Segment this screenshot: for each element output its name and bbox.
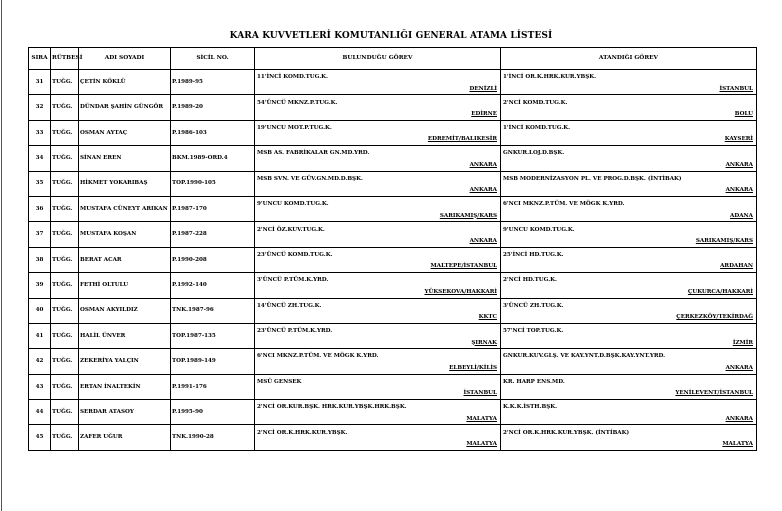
current-duty-cell xyxy=(255,120,501,145)
rutbe-cell: TUĞG. xyxy=(51,70,79,95)
header-name: ADI SOYADI xyxy=(79,48,171,70)
name-cell: ÇETİN KÖKLÜ xyxy=(79,70,171,95)
sira-cell: 38 xyxy=(29,247,51,272)
assigned-location-text: MALATYA xyxy=(722,441,753,448)
current-duty-cell xyxy=(255,196,501,221)
assigned-location-text: ARDAHAN xyxy=(720,263,753,270)
header-sira: SIRA xyxy=(29,48,51,70)
assigned-duty-cell xyxy=(501,70,757,95)
current-duty-cell xyxy=(255,400,501,425)
sicil-cell: P.1989-20 xyxy=(171,95,255,120)
name-cell: OSMAN AKYILDIZ xyxy=(79,298,171,323)
assigned-duty-cell xyxy=(501,95,757,120)
current-location-text: EDREMİT/BALIKESİR xyxy=(427,136,497,143)
sicil-cell: TOP.1987-135 xyxy=(171,323,255,348)
current-location-text: ŞIRNAK xyxy=(471,339,497,346)
current-duty-text: 2'NCİ OR.KUR.BŞK. HRK.KUR.YBŞK.HRK.BŞK. xyxy=(257,404,407,411)
current-location-text: ANKARA xyxy=(469,237,497,244)
assigned-duty-cell xyxy=(501,196,757,221)
header-rutbe: RÜTBESİ xyxy=(51,48,79,70)
header-assigned-duty: ATANDIĞI GÖREV xyxy=(501,48,757,70)
assignment-table xyxy=(28,47,757,451)
table-row xyxy=(29,349,757,374)
table-row xyxy=(29,298,757,323)
current-duty-cell xyxy=(255,171,501,196)
name-cell: BERAT ACAR xyxy=(79,247,171,272)
current-location-text: DENİZLİ xyxy=(469,85,497,92)
table-row xyxy=(29,222,757,247)
rutbe-cell: TUĞG. xyxy=(51,95,79,120)
current-duty-text: 14'ÜNCÜ ZH.TUG.K. xyxy=(257,302,322,309)
assigned-duty-text: 57'NCİ TOP.TUG.K. xyxy=(503,328,564,335)
assigned-duty-cell xyxy=(501,349,757,374)
rutbe-cell: TUĞG. xyxy=(51,298,79,323)
sira-cell: 34 xyxy=(29,146,51,171)
sicil-cell: P.1987-170 xyxy=(171,196,255,221)
name-cell: MUSTAFA KOŞAN xyxy=(79,222,171,247)
assigned-location-text: ÇUKURCA/HAKKARİ xyxy=(687,288,753,295)
page-edge xyxy=(1,0,2,511)
header-sicil: SİCİL NO. xyxy=(171,48,255,70)
sira-cell: 44 xyxy=(29,400,51,425)
current-duty-text: 6'NCI MKNZ.P.TÜM. VE MÖGK K.YRD. xyxy=(257,353,379,360)
document-title: KARA KUVVETLERİ KOMUTANLIĞI GENERAL ATAMA LİSTESİ xyxy=(229,31,553,41)
assigned-location-text: ANKARA xyxy=(725,187,753,194)
name-cell: DÜNDAR ŞAHİN GÜNGÖR xyxy=(79,95,171,120)
current-location-text: ELBEYLİ/KİLİS xyxy=(449,364,497,371)
current-location-text: MALATYA xyxy=(466,441,497,448)
name-cell: HALİL ÜNVER xyxy=(79,323,171,348)
table-row xyxy=(29,374,757,399)
current-location-text: ANKARA xyxy=(469,187,497,194)
current-location-text: MALATYA xyxy=(466,415,497,422)
current-duty-cell xyxy=(255,146,501,171)
assigned-location-text: KAYSERİ xyxy=(724,136,753,143)
assigned-duty-text: 2'NCİ HD.TUG.K. xyxy=(503,277,557,284)
rutbe-cell: TUĞG. xyxy=(51,146,79,171)
current-duty-text: 11'İNCİ KOMD.TUG.K. xyxy=(257,74,328,81)
name-cell: FETHİ OLTULU xyxy=(79,273,171,298)
name-cell: ERTAN İNALTEKİN xyxy=(79,374,171,399)
assigned-location-text: ANKARA xyxy=(725,415,753,422)
sira-cell: 35 xyxy=(29,171,51,196)
assigned-duty-text: 25'İNCİ HD.TUG.K. xyxy=(503,251,564,258)
assigned-duty-cell xyxy=(501,273,757,298)
name-cell: ZAFER UĞUR xyxy=(79,425,171,450)
sira-cell: 37 xyxy=(29,222,51,247)
rutbe-cell: TUĞG. xyxy=(51,196,79,221)
rutbe-cell: TUĞG. xyxy=(51,323,79,348)
sira-cell: 40 xyxy=(29,298,51,323)
table-row xyxy=(29,171,757,196)
assigned-duty-cell xyxy=(501,400,757,425)
current-duty-text: 23'ÜNCÜ KOMD.TUG.K. xyxy=(257,251,333,258)
assigned-duty-text: 2'NCİ KOMD.TUG.K. xyxy=(503,99,568,106)
sicil-cell: P.1987-228 xyxy=(171,222,255,247)
current-duty-text: MSÜ GENSEK xyxy=(257,378,302,385)
sicil-cell: TNK.1990-28 xyxy=(171,425,255,450)
assigned-duty-text: 9'UNCU KOMD.TUG.K. xyxy=(503,226,575,233)
current-duty-cell xyxy=(255,374,501,399)
sicil-cell: TNK.1987-96 xyxy=(171,298,255,323)
table-row xyxy=(29,120,757,145)
assigned-location-text: BOLU xyxy=(734,110,753,117)
sicil-cell: BKM.1989-ORD.4 xyxy=(171,146,255,171)
assigned-location-text: YENİLEVENT/İSTANBUL xyxy=(675,390,753,397)
current-duty-cell xyxy=(255,70,501,95)
rutbe-cell: TUĞG. xyxy=(51,425,79,450)
sicil-cell: P.1990-208 xyxy=(171,247,255,272)
table-row xyxy=(29,247,757,272)
table-row xyxy=(29,273,757,298)
sira-cell: 45 xyxy=(29,425,51,450)
current-duty-cell xyxy=(255,95,501,120)
current-duty-text: 19'UNCU MOT.P.TUG.K. xyxy=(257,124,332,131)
current-duty-cell xyxy=(255,349,501,374)
assigned-duty-cell xyxy=(501,298,757,323)
table-row xyxy=(29,146,757,171)
sira-cell: 41 xyxy=(29,323,51,348)
table-row xyxy=(29,70,757,95)
assigned-duty-cell xyxy=(501,146,757,171)
assigned-location-text: İSTANBUL xyxy=(719,85,753,92)
assigned-location-text: ADANA xyxy=(730,212,753,219)
assigned-duty-text: 6'NCI MKNZ.P.TÜM. VE MÖGK K.YRD. xyxy=(503,201,625,208)
sira-cell: 43 xyxy=(29,374,51,399)
current-duty-cell xyxy=(255,323,501,348)
assigned-duty-text: 2'NCİ OR.K.HRK.KUR.YBŞK. (İNTİBAK) xyxy=(503,429,630,436)
current-location-text: SARIKAMIŞ/KARS xyxy=(439,212,497,219)
name-cell: HİKMET YOKARIBAŞ xyxy=(79,171,171,196)
current-duty-text: 9'UNCU KOMD.TUG.K. xyxy=(257,201,329,208)
current-duty-cell xyxy=(255,247,501,272)
current-duty-cell xyxy=(255,298,501,323)
current-location-text: YÜKSEKOVA/HAKKARİ xyxy=(424,288,497,295)
assigned-location-text: ANKARA xyxy=(725,161,753,168)
current-duty-cell xyxy=(255,222,501,247)
rutbe-cell: TUĞG. xyxy=(51,349,79,374)
table-row xyxy=(29,400,757,425)
rutbe-cell: TUĞG. xyxy=(51,120,79,145)
current-location-text: KKTC xyxy=(478,314,497,321)
rutbe-cell: TUĞG. xyxy=(51,171,79,196)
current-duty-cell xyxy=(255,273,501,298)
current-duty-text: 2'NCİ ÖZ.KUV.TUG.K. xyxy=(257,226,325,233)
current-location-text: İSTANBUL xyxy=(463,390,497,397)
assigned-duty-text: 3'ÜNCÜ ZH.TUG.K. xyxy=(503,302,564,309)
name-cell: MUSTAFA CÜNEYT ARIKAN xyxy=(79,196,171,221)
table-header-row xyxy=(29,48,757,70)
sicil-cell: P.1986-103 xyxy=(171,120,255,145)
sicil-cell: P.1991-176 xyxy=(171,374,255,399)
sicil-cell: P.1992-140 xyxy=(171,273,255,298)
sira-cell: 36 xyxy=(29,196,51,221)
assigned-duty-text: KR. HARP ENS.MD. xyxy=(503,378,565,385)
assigned-location-text: SARIKAMIŞ/KARS xyxy=(695,237,753,244)
sira-cell: 32 xyxy=(29,95,51,120)
assigned-duty-cell xyxy=(501,120,757,145)
assigned-location-text: ÇERKEZKÖY/TEKİRDAĞ xyxy=(676,314,753,321)
assigned-location-text: ANKARA xyxy=(725,364,753,371)
current-duty-text: 2'NCİ OR.K.HRK.KUR.YBŞK. xyxy=(257,429,348,436)
current-duty-text: 23'ÜNCÜ P.TÜM.K.YRD. xyxy=(257,328,333,335)
assigned-duty-cell xyxy=(501,222,757,247)
assigned-duty-cell xyxy=(501,323,757,348)
assigned-duty-cell xyxy=(501,171,757,196)
sicil-cell: P.1989-95 xyxy=(171,70,255,95)
rutbe-cell: TUĞG. xyxy=(51,374,79,399)
current-duty-text: 3'ÜNCÜ P.TÜM.K.YRD. xyxy=(257,277,329,284)
assigned-duty-text: GNKUR.KUV.GLŞ. VE KAY.YNT.D.BŞK.KAY.YNT.YRD. xyxy=(503,353,666,360)
assigned-duty-text: GNKUR.LOJ.D.BŞK. xyxy=(503,150,565,157)
sira-cell: 39 xyxy=(29,273,51,298)
table-row xyxy=(29,196,757,221)
current-location-text: EDİRNE xyxy=(471,110,497,117)
table-row xyxy=(29,425,757,450)
sira-cell: 31 xyxy=(29,70,51,95)
current-duty-cell xyxy=(255,425,501,450)
header-current-duty: BULUNDUĞU GÖREV xyxy=(255,48,501,70)
current-duty-text: MSB SVN. VE GÜV.GN.MD.D.BŞK. xyxy=(257,175,363,182)
table-row xyxy=(29,323,757,348)
name-cell: SİNAN EREN xyxy=(79,146,171,171)
assigned-duty-text: K.K.K.İSTH.BŞK. xyxy=(503,404,558,411)
assigned-duty-cell xyxy=(501,247,757,272)
current-duty-text: 54'ÜNCÜ MKNZ.P.TUG.K. xyxy=(257,99,338,106)
name-cell: SERDAR ATASOY xyxy=(79,400,171,425)
assigned-duty-text: 1'İNCİ OR.K.HRK.KUR.YBŞK. xyxy=(503,74,597,81)
sira-cell: 33 xyxy=(29,120,51,145)
rutbe-cell: TUĞG. xyxy=(51,247,79,272)
assigned-duty-text: MSB MODERNİZASYON PL. VE PROG.D.BŞK. (İNTİBAK) xyxy=(503,175,682,182)
assigned-duty-cell xyxy=(501,374,757,399)
current-location-text: MALTEPE/İSTANBUL xyxy=(430,263,497,270)
sicil-cell: TOP.1990-105 xyxy=(171,171,255,196)
rutbe-cell: TUĞG. xyxy=(51,273,79,298)
name-cell: ZEKERİYA YALÇIN xyxy=(79,349,171,374)
sicil-cell: P.1995-90 xyxy=(171,400,255,425)
assigned-location-text: İZMİR xyxy=(732,339,753,346)
assigned-duty-text: 1'İNCİ KOMD.TUG.K. xyxy=(503,124,571,131)
sira-cell: 42 xyxy=(29,349,51,374)
assigned-duty-cell xyxy=(501,425,757,450)
rutbe-cell: TUĞG. xyxy=(51,400,79,425)
current-duty-text: MSB AS. FABRİKALAR GN.MD.YRD. xyxy=(257,150,370,157)
current-location-text: ANKARA xyxy=(469,161,497,168)
table-row xyxy=(29,95,757,120)
sicil-cell: TOP.1989-149 xyxy=(171,349,255,374)
name-cell: OSMAN AYTAÇ xyxy=(79,120,171,145)
rutbe-cell: TUĞG. xyxy=(51,222,79,247)
